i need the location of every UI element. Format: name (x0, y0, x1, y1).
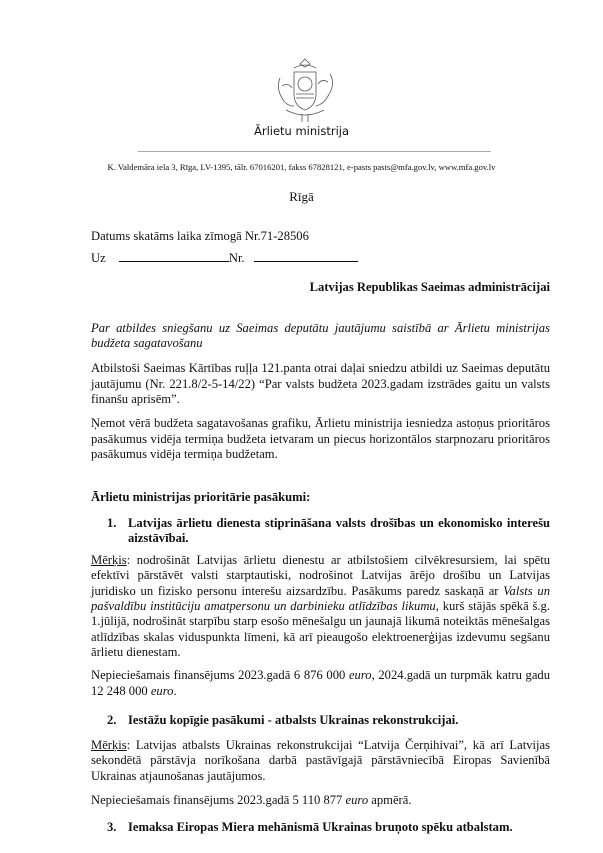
header-divider (138, 151, 491, 152)
coat-of-arms-logo (272, 58, 338, 126)
section-heading: Ārlietu ministrijas prioritārie pasākumi: (91, 490, 311, 505)
letter-body (91, 229, 550, 836)
nr-label: Nr. (228, 251, 245, 266)
goal-text-cont: , kurš stājās spēkā š.g. 1.jūlijā, nodrošināt starpību starp esošo mēnešalgu un jaunajā likumā noteiktās mēnešalgas atlīdzības skalas viduspunkta līmeni, kā arī pieaugošo elektroenerģijas izdevumu segšanu ārlietu dienestam. (91, 599, 550, 659)
currency: euro (150, 683, 174, 698)
recipient: Latvijas Republikas Saeimas administrācijai (309, 279, 550, 294)
uz-blank (119, 251, 229, 262)
item-2-goal (91, 738, 550, 784)
goal-label: Mērķis (91, 553, 127, 568)
funding-text-cont: , 2024.gadā un turpmāk katru gadu 12 248 000 (91, 668, 551, 698)
ministry-address: K. Valdemāra iela 3, Rīga, LV-1395, tālr. 67016201, fakss 67828121, e-pasts pasts@mfa.gov.lv, www.mfa.gov.lv (107, 162, 496, 172)
nr-blank (254, 251, 358, 262)
uz-label: Uz (91, 251, 106, 266)
funding-end: apmērā. (368, 793, 412, 808)
item-3-number: 3. (107, 820, 117, 835)
item-2-funding (91, 793, 550, 808)
law-name: Valsts un pašvaldību institūciju amatpersonu un darbinieku atlīdzības likumu (91, 583, 551, 614)
currency: euro (345, 793, 369, 808)
reference-line (91, 251, 550, 266)
subject: Par atbildes sniegšanu uz Saeimas deputātu jautājumu saistībā ar Ārlietu ministrijas budžeta sagatavošanu (91, 320, 550, 351)
currency: euro (348, 668, 372, 683)
funding-text: Nepieciešamais finansējums 2023.gadā 5 110 877 (91, 793, 346, 808)
goal-text: : Latvijas atbalsts Ukrainas rekonstrukcijai “Latvija Čerņihivai”, kā arī Latvijas sekondētā pārstāvja norīkošana darbā pastāvīgajā pārstāvniecībā Eiropas Savienībā Ukrainas atjaunošanas jautājumos. (91, 738, 550, 783)
paragraph-2: Ņemot vērā budžeta sagatavošanas grafiku, Ārlietu ministrija iesniedza astoņus prioritāros pasākumus vidēja termiņa budžeta ietvaram un piecus horizontālos starpnozaru prioritāros pasākumus vidēja termiņa budžetam. (91, 416, 550, 461)
item-1-number: 1. (107, 515, 117, 530)
funding-end: . (173, 683, 177, 698)
item-3-title: Iemaksa Eiropas Miera mehānismā Ukrainas bruņoto spēku atbalstam. (128, 820, 513, 835)
ministry-name: Ārlietu ministrija (253, 124, 350, 138)
item-1-goal (91, 553, 550, 660)
funding-text: Nepieciešamais finansējums 2023.gadā 6 876 000 (91, 668, 349, 683)
item-2-heading (91, 713, 550, 728)
item-3-heading (91, 820, 550, 835)
city: Rīgā (289, 189, 314, 204)
item-1-heading (91, 516, 550, 547)
paragraph-1: Atbilstoši Saeimas Kārtības ruļļa 121.panta otrai daļai sniedzu atbildi uz Saeimas deputātu jautājumu (Nr. 221.8/2-5-14/22) “Par valsts budžeta 2023.gadam izstrādes gaitu un valsts finanšu aprisēm”. (91, 361, 550, 407)
item-2-title: Iestāžu kopīgie pasākumi - atbalsts Ukrainas rekonstrukcijai. (128, 712, 459, 727)
item-1-title: Latvijas ārlietu dienesta stiprināšana valsts drošības un ekonomisko interešu aizstāvībai. (128, 515, 550, 545)
item-1-funding (91, 668, 550, 699)
goal-label: Mērķis (91, 738, 127, 753)
item-2-number: 2. (107, 712, 117, 727)
goal-text: : nodrošināt Latvijas ārlietu dienestu ar atbilstošiem cilvēkresursiem, lai spētu efektīvi pārstāvēt valsti starptautiski, nodrošinot Latvijas ārējo drošību un Latvijas juridisko un fizisko personu interešu aizsardzību. Pasākums paredz saskaņā ar (91, 553, 550, 598)
date-line: Datums skatāms laika zīmogā Nr.71-28506 (91, 229, 309, 243)
